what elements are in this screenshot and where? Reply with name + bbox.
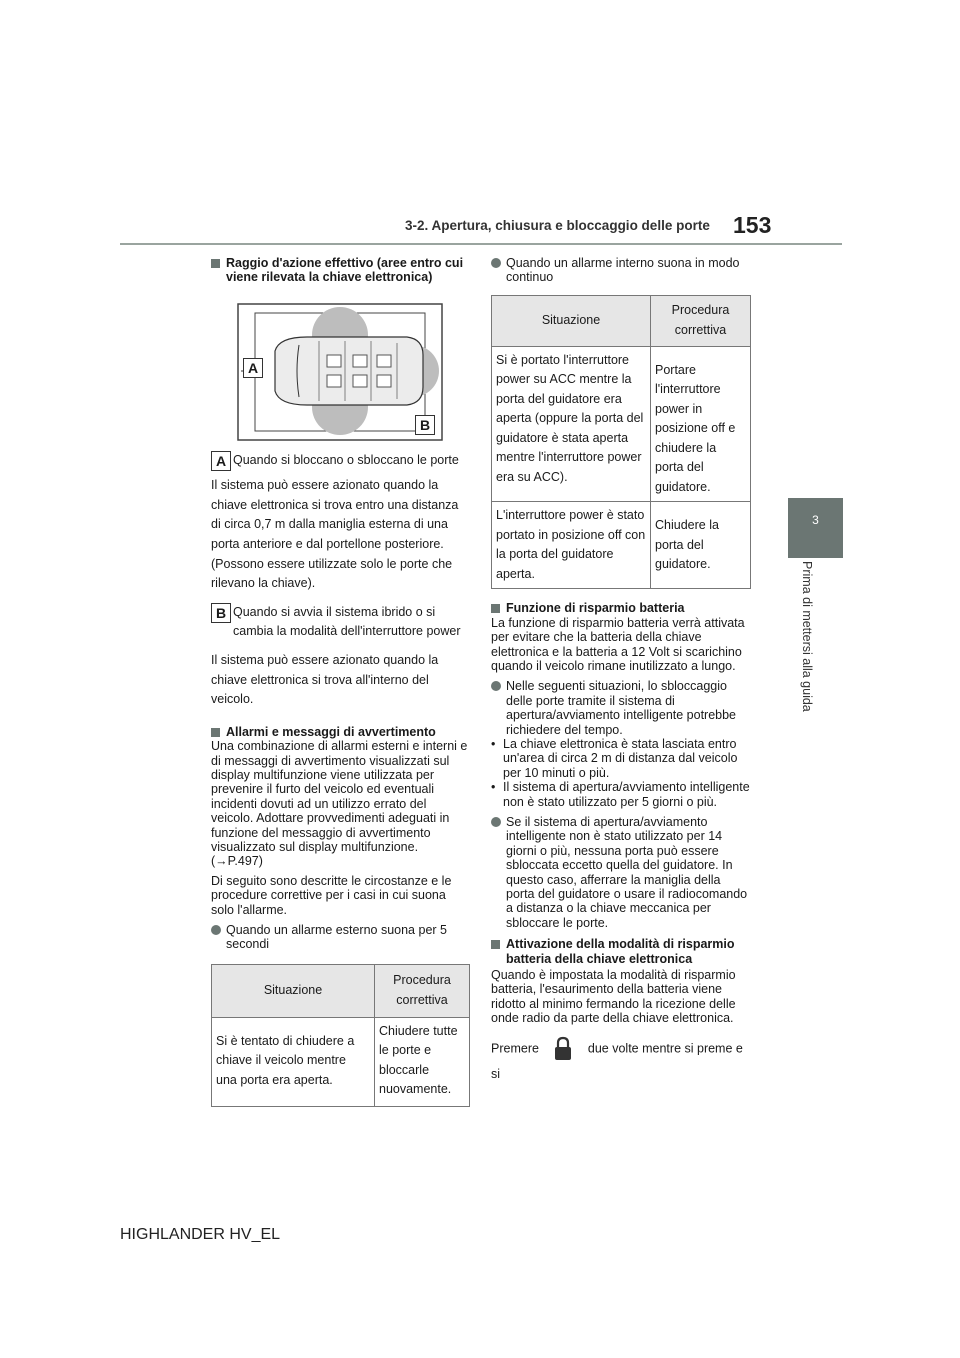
heading-battery-saving: Funzione di risparmio batteria [491,601,751,615]
footer-model: HIGHLANDER HV_EL [120,1226,281,1243]
section-title: 3-2. Apertura, chiusura e bloccaggio delle porte [405,218,710,233]
table1-col1-header: Situazione [212,964,375,1017]
bullet-external-alarm: Quando un allarme esterno suona per 5 secondi [211,923,470,952]
table-internal-alarm [491,295,751,590]
caption-b: Quando si avvia il sistema ibrido o si cambia la modalità dell'interruttore power [233,604,461,639]
header-divider [120,243,842,245]
table1-col2-header: Procedura correttiva [375,964,470,1017]
chapter-title: Prima di mettersi alla guida [800,561,814,712]
table2-row1-situation: Si è portato l'interruttore power su ACC mentre la porta del guidatore era aperta (oppure la porta del guidatore è stata aperta mentre l'interruttore power era su ACC). [492,346,651,502]
alarms-paragraph: Una combinazione di allarmi esterni e interni e di messaggi di avvertimento visualizzati sul display multifunzione viene utilizzata per prevenire il furto del veicolo ed eventuali incidenti dovuti ad un utilizzo errato del veicolo. Adottare provvedimenti adeguati in funzione del messaggio di avvertimento visualizzato sul display multifunzione. (→P.497) [211,739,468,869]
label-b: B [211,603,231,623]
chapter-side-label [782,561,814,744]
item-a [211,453,470,467]
figure-label-a: A [243,358,263,378]
sub-bullet-2m: • La chiave elettronica è stata lasciata entro un'area di circa 2 m di distanza dal veicolo per 10 minuti o più. [491,737,751,780]
text-a: Il sistema può essere azionato quando la chiave elettronica si trova entro una distanza di circa 0,7 m dalla maniglia esterna di una porta anteriore e dal portellone posteriore. (Possono essere utilizzate solo le porte che rilevano la chiave). [211,478,459,591]
table-external-alarm [211,964,470,1107]
caption-a: Quando si bloccano o sbloccano le porte [233,452,459,467]
bullet-14-days: Se il sistema di apertura/avviamento intelligente non è stato utilizzato per 14 giorni o più, nessuna porta può essere sbloccata eccetto quella del guidatore. In questo caso, afferrare la maniglia della porta del guidatore o usare il radiocomando a distanza o la chiave meccanica per sbloccare le porte. [491,815,751,930]
heading-alarms: Allarmi e messaggi di avvertimento [211,725,470,739]
table2-row1-procedure: Portare l'interruttore power in posizione off e chiudere la porta del guidatore. [651,346,751,502]
key-battery-mode-paragraph: Quando è impostata la modalità di risparmio batteria, l'esaurimento della batteria viene ridotto al minimo fermando la ricezione delle onde radio da parte della chiave elettronica. [491,968,736,1026]
bullet-unlock-delay: Nelle seguenti situazioni, lo sbloccaggio delle porte tramite il sistema di apertura/avviamento intelligente potrebbe richiedere del tempo. [491,679,751,737]
figure-label-b: B [415,415,435,435]
lock-icon [550,1036,576,1062]
car-range-diagram [237,303,443,441]
table2-row2-procedure: Chiudere la porta del guidatore. [651,502,751,589]
chapter-tab [788,498,843,558]
table2-col2-header: Procedura correttiva [651,295,751,346]
bullet-internal-alarm: Quando un allarme interno suona in modo continuo [491,256,751,285]
table2-row2-situation: L'interruttore power è stato portato in posizione off con la porta del guidatore aperta. [492,502,651,589]
press-text-start: Premere [491,1040,539,1055]
chapter-number: 3 [812,513,819,527]
heading-effective-range: Raggio d'azione effettivo (aree entro cui viene rilevata la chiave elettronica) [211,256,470,285]
right-column [491,256,751,1086]
battery-saving-paragraph: La funzione di risparmio batteria verrà attivata per evitare che la batteria della chiave elettronica e la batteria a 12 Volt si scarichino quando il veicolo rimane inutilizzato a lungo. [491,615,745,673]
press-text-end: due volte mentre si preme e si [491,1040,743,1081]
left-column [211,256,470,1107]
range-figure [237,303,443,441]
table1-procedure: Chiudere tutte le porte e bloccarle nuovamente. [375,1017,470,1106]
press-instruction [491,1036,751,1086]
item-b [211,603,470,642]
text-b: Il sistema può essere azionato quando la chiave elettronica si trova all'interno del veicolo. [211,652,439,707]
page-number: 153 [733,212,772,238]
table1-situation: Si è tentato di chiudere a chiave il veicolo mentre una porta era aperta. [212,1017,375,1106]
table2-col1-header: Situazione [492,295,651,346]
label-a: A [211,451,231,471]
alarms-paragraph-2: Di seguito sono descritte le circostanze e le procedure correttive per i casi in cui suona solo l'allarme. [211,873,452,917]
heading-key-battery-mode: Attivazione della modalità di risparmio batteria della chiave elettronica [491,937,751,966]
sub-bullet-5-days: • Il sistema di apertura/avviamento intelligente non è stato utilizzato per 5 giorni o più. [491,780,751,809]
